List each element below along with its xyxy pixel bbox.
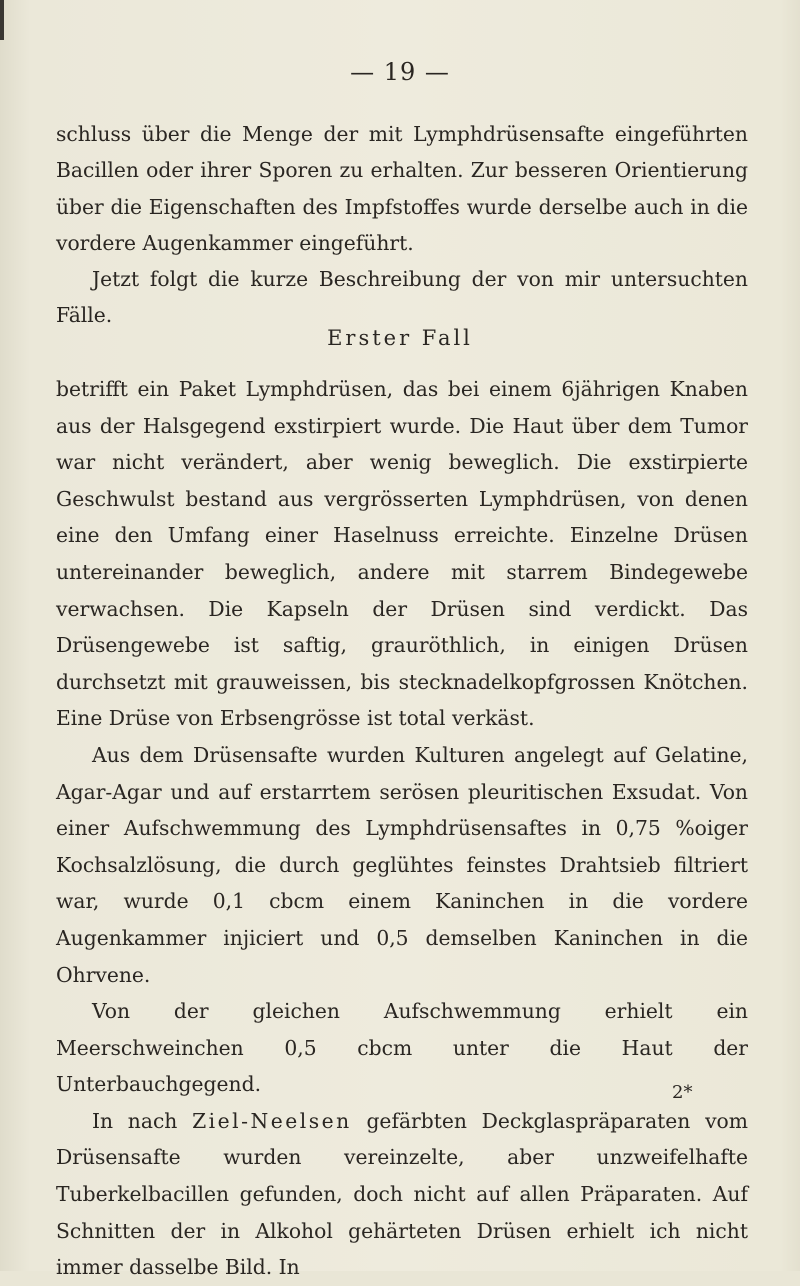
section-paragraph-3: Von der gleichen Aufschwemmung erhielt ein Meerschweinchen 0,5 cbcm unter die Haut der Unterbauchgegend. bbox=[56, 999, 748, 1097]
paragraph-4-prefix: In nach bbox=[92, 1108, 193, 1133]
intro-paragraph-1: schluss über die Menge der mit Lymphdrüsensafte eingeführten Bacillen oder ihrer Sporen zu erhalten. Zur besseren Orientierung über die Eigenschaften des Impfstoffes wurde derselbe auch in die vordere Augenkammer eingeführt. bbox=[56, 122, 748, 255]
author-name: Ziel-Neelsen bbox=[192, 1108, 352, 1133]
section-paragraph-1: betrifft ein Paket Lymphdrüsen, das bei einem 6jährigen Knaben aus der Halsgegend exstirpiert wurde. Die Haut über dem Tumor war nicht verändert, aber wenig beweglich. Die exstirpierte Geschwulst bestand aus vergrösserten Lymphdrüsen, von denen eine den Umfang einer Haselnuss erreichte. Einzelne Drüsen untereinander beweglich, andere mit starrem Bindegewebe verwachsen. Die Kapseln der Drüsen sind verdickt. Das Drüsengewebe ist saftig, grauröthlich, in einigen Drüsen durchsetzt mit grauweissen, bis stecknadelkopfgrossen Knötchen. Eine Drüse von Erbsengrösse ist total verkäst. bbox=[56, 377, 748, 731]
section-paragraph-4 bbox=[56, 1103, 748, 1286]
intro-text bbox=[56, 116, 748, 334]
intro-paragraph-2: Jetzt folgt die kurze Beschreibung der von mir untersuchten Fälle. bbox=[56, 267, 748, 328]
paragraph-4-rest: gefärbten Deckglaspräparaten vom Drüsensafte wurden vereinzelte, aber unzweifelhafte Tuberkelbacillen gefunden, doch nicht auf allen Präparaten. Auf Schnitten der in Alkohol gehärteten Drüsen erhielt ich nicht immer dasselbe Bild. In bbox=[56, 1108, 748, 1280]
section-text bbox=[56, 371, 748, 1286]
signature-mark: 2* bbox=[672, 1082, 693, 1103]
section-heading: Erster Fall bbox=[327, 326, 473, 350]
page-number: — 19 — bbox=[350, 58, 450, 86]
page-edge-mark bbox=[0, 0, 4, 40]
section-paragraph-2: Aus dem Drüsensafte wurden Kulturen angelegt auf Gelatine, Agar-Agar und auf erstarrtem serösen pleuritischen Exsudat. Von einer Aufschwemmung des Lymphdrüsensaftes in 0,75 %oiger Kochsalzlösung, die durch geglühtes feinstes Drahtsieb filtriert war, wurde 0,1 cbcm einem Kaninchen in die vordere Augenkammer injiciert und 0,5 demselben Kaninchen in die Ohrvene. bbox=[56, 742, 748, 987]
